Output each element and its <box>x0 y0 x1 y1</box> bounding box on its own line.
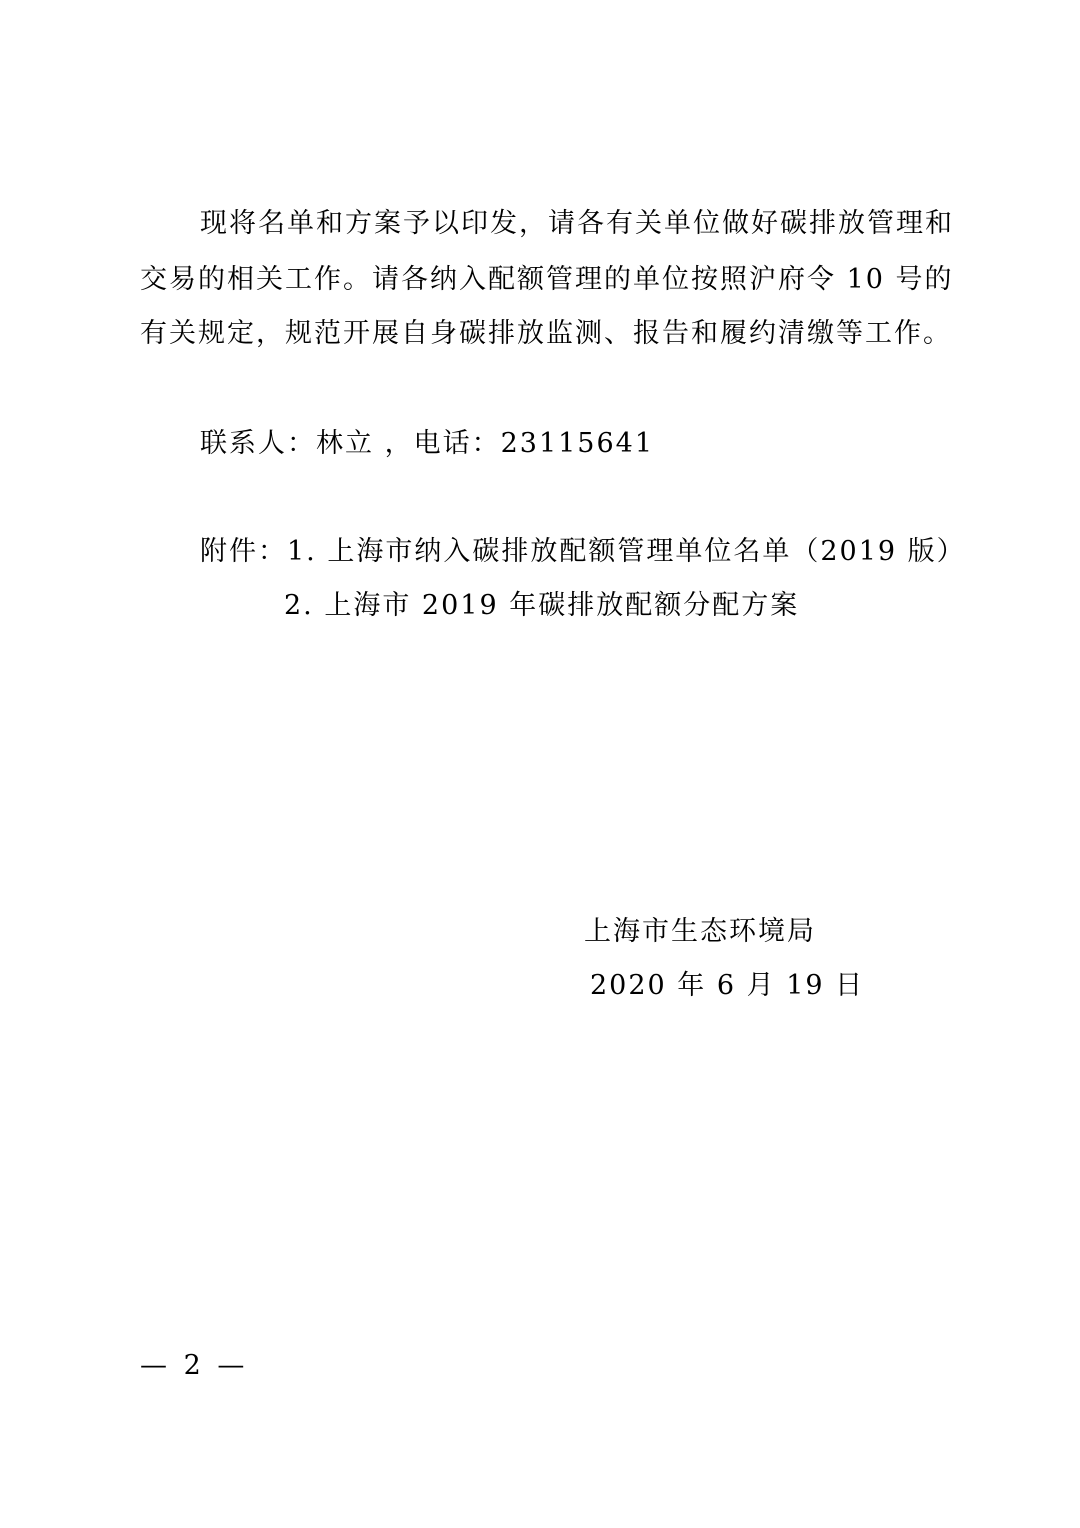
contact-info: 联系人：林立 ，电话：23115641 <box>200 428 655 459</box>
attachment-item-1: 附件：1. 上海市纳入碳排放配额管理单位名单（2019 版） <box>200 536 966 567</box>
page-number: — 2 — <box>140 1350 249 1381</box>
paragraph-line-1: 现将名单和方案予以印发，请各有关单位做好碳排放管理和 <box>200 208 954 239</box>
paragraph-line-2: 交易的相关工作。请各纳入配额管理的单位按照沪府令 10 号的 <box>140 264 954 295</box>
paragraph-line-3: 有关规定，规范开展自身碳排放监测、报告和履约清缴等工作。 <box>140 318 952 349</box>
attachment-item-2: 2. 上海市 2019 年碳排放配额分配方案 <box>284 590 800 621</box>
issue-date: 2020 年 6 月 19 日 <box>590 970 865 1001</box>
issuer-name: 上海市生态环境局 <box>584 916 816 947</box>
